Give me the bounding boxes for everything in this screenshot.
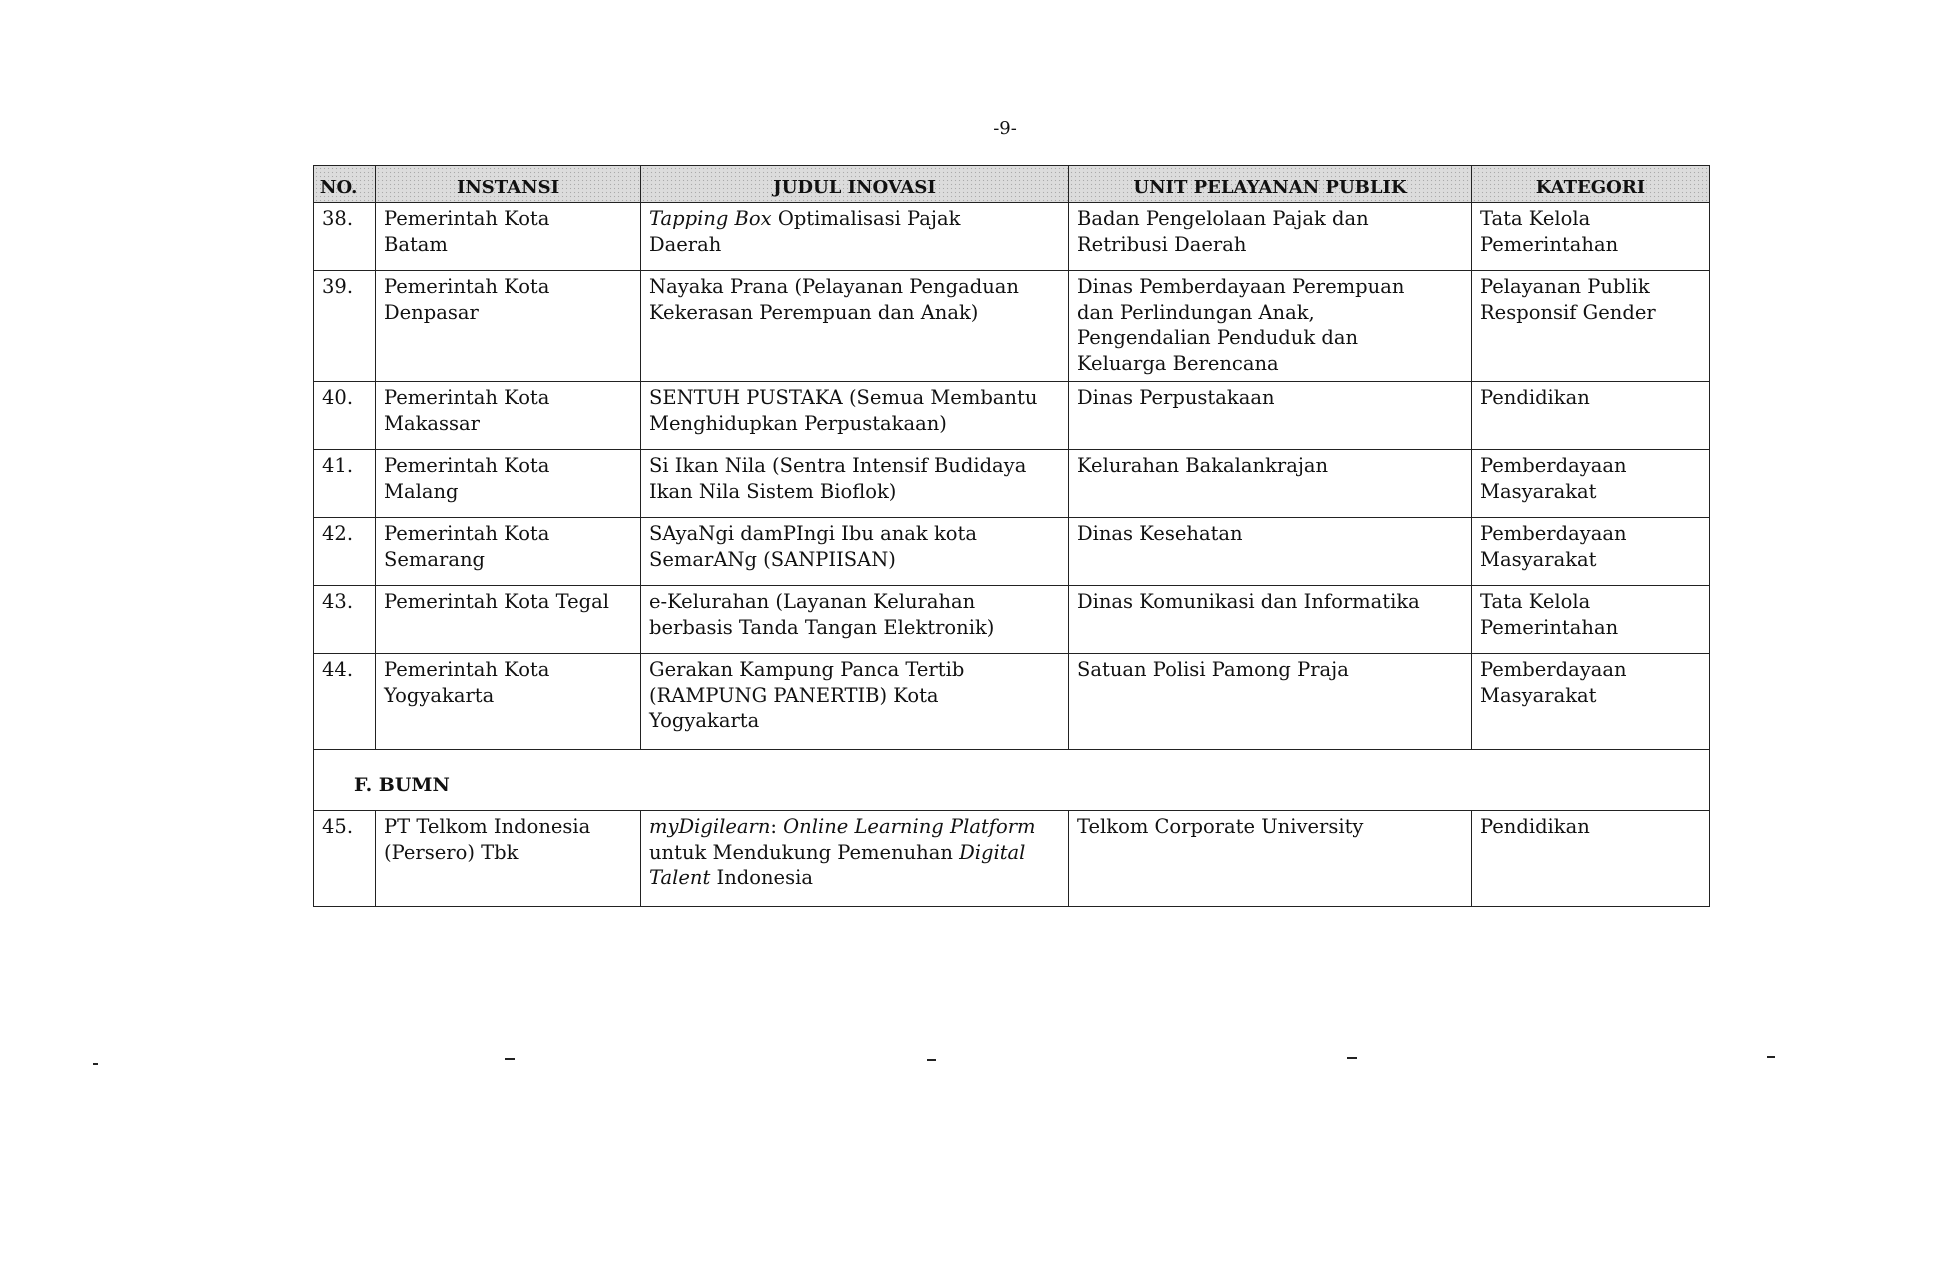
judul-text: SemarANg (SANPIISAN) bbox=[649, 547, 896, 571]
judul-line bbox=[649, 615, 1060, 641]
instansi-cell bbox=[376, 203, 641, 271]
scan-speck bbox=[1767, 1056, 1775, 1058]
kategori-line: Responsif Gender bbox=[1480, 300, 1656, 324]
kategori-cell bbox=[1472, 585, 1710, 653]
instansi-line: Semarang bbox=[384, 547, 486, 571]
judul-inovasi-cell bbox=[641, 381, 1069, 449]
table-row bbox=[314, 585, 1710, 653]
table-body-section-f bbox=[314, 810, 1710, 906]
judul-inovasi-cell bbox=[641, 517, 1069, 585]
kategori-cell bbox=[1472, 449, 1710, 517]
table-body-section-e bbox=[314, 203, 1710, 750]
instansi-cell bbox=[376, 271, 641, 382]
kategori-line: Pemerintahan bbox=[1480, 615, 1619, 639]
unit-pelayanan-cell bbox=[1069, 203, 1472, 271]
judul-inovasi-cell bbox=[641, 271, 1069, 382]
unit-pelayanan-cell bbox=[1069, 653, 1472, 749]
unit-line: Dinas Kesehatan bbox=[1077, 521, 1243, 545]
header-kategori: KATEGORI bbox=[1472, 166, 1710, 203]
table-row bbox=[314, 810, 1710, 906]
instansi-line: Malang bbox=[384, 479, 459, 503]
judul-inovasi-cell bbox=[641, 653, 1069, 749]
unit-line: dan Perlindungan Anak, bbox=[1077, 300, 1315, 324]
kategori-line: Pemerintahan bbox=[1480, 232, 1619, 256]
unit-pelayanan-cell bbox=[1069, 810, 1472, 906]
judul-text: berbasis Tanda Tangan Elektronik) bbox=[649, 615, 995, 639]
kategori-line: Pendidikan bbox=[1480, 385, 1590, 409]
judul-inovasi-cell bbox=[641, 203, 1069, 271]
kategori-cell bbox=[1472, 271, 1710, 382]
italic-term: Tapping Box bbox=[649, 207, 772, 230]
judul-text: Si Ikan Nila (Sentra Intensif Budidaya bbox=[649, 453, 1027, 477]
table-row bbox=[314, 271, 1710, 382]
unit-pelayanan-cell bbox=[1069, 271, 1472, 382]
judul-inovasi-cell bbox=[641, 449, 1069, 517]
kategori-cell bbox=[1472, 810, 1710, 906]
kategori-line: Masyarakat bbox=[1480, 683, 1597, 707]
judul-line bbox=[649, 232, 1060, 258]
innovation-table bbox=[313, 165, 1710, 907]
row-number: 43. bbox=[314, 585, 376, 653]
unit-pelayanan-cell bbox=[1069, 381, 1472, 449]
judul-text: SENTUH PUSTAKA (Semua Membantu bbox=[649, 385, 1038, 409]
scan-speck bbox=[93, 1063, 98, 1065]
table-row bbox=[314, 381, 1710, 449]
italic-term: myDigilearn bbox=[649, 814, 771, 838]
instansi-line: PT Telkom Indonesia bbox=[384, 814, 591, 838]
unit-line: Badan Pengelolaan Pajak dan bbox=[1077, 207, 1369, 230]
judul-text: (RAMPUNG PANERTIB) Kota bbox=[649, 683, 939, 707]
section-heading-bumn: F. BUMN bbox=[314, 749, 1710, 810]
row-number: 41. bbox=[314, 449, 376, 517]
unit-line: Dinas Perpustakaan bbox=[1077, 385, 1275, 409]
judul-line bbox=[649, 385, 1060, 411]
instansi-cell bbox=[376, 381, 641, 449]
section-f-body bbox=[314, 749, 1710, 810]
judul-line bbox=[649, 300, 1060, 326]
unit-pelayanan-cell bbox=[1069, 517, 1472, 585]
header-judul-inovasi: JUDUL INOVASI bbox=[641, 166, 1069, 203]
unit-line: Dinas Pemberdayaan Perempuan bbox=[1077, 275, 1405, 298]
instansi-line: Pemerintah Kota bbox=[384, 453, 550, 477]
kategori-cell bbox=[1472, 517, 1710, 585]
row-number: 44. bbox=[314, 653, 376, 749]
judul-text: untuk Mendukung Pemenuhan bbox=[649, 840, 960, 864]
judul-text: Daerah bbox=[649, 232, 722, 256]
kategori-line: Pemberdayaan bbox=[1480, 521, 1627, 545]
unit-line: Telkom Corporate University bbox=[1077, 814, 1364, 838]
page-number: -9- bbox=[993, 118, 1017, 139]
judul-line bbox=[649, 708, 1060, 734]
table-row bbox=[314, 517, 1710, 585]
judul-inovasi-cell bbox=[641, 585, 1069, 653]
instansi-line: Pemerintah Kota bbox=[384, 521, 550, 545]
instansi-cell bbox=[376, 517, 641, 585]
judul-line bbox=[649, 657, 1060, 683]
instansi-line: (Persero) Tbk bbox=[384, 840, 519, 864]
unit-line: Dinas Komunikasi dan Informatika bbox=[1077, 589, 1420, 613]
kategori-line: Masyarakat bbox=[1480, 479, 1597, 503]
row-number: 45. bbox=[314, 810, 376, 906]
judul-line bbox=[649, 521, 1060, 547]
instansi-line: Pemerintah Kota bbox=[384, 207, 550, 230]
instansi-line: Pemerintah Kota bbox=[384, 275, 550, 298]
judul-text: Yogyakarta bbox=[649, 709, 760, 733]
instansi-line: Pemerintah Kota bbox=[384, 657, 550, 681]
unit-pelayanan-cell bbox=[1069, 585, 1472, 653]
judul-line bbox=[649, 589, 1060, 615]
judul-inovasi-cell bbox=[641, 810, 1069, 906]
judul-line bbox=[649, 865, 1060, 891]
instansi-line: Yogyakarta bbox=[384, 683, 495, 707]
row-number: 39. bbox=[314, 271, 376, 382]
instansi-cell bbox=[376, 653, 641, 749]
italic-term: Talent bbox=[649, 866, 711, 890]
unit-line: Kelurahan Bakalankrajan bbox=[1077, 453, 1329, 477]
judul-line bbox=[649, 840, 1060, 866]
instansi-line: Pemerintah Kota bbox=[384, 385, 550, 409]
instansi-cell bbox=[376, 810, 641, 906]
scan-speck bbox=[1347, 1057, 1357, 1059]
kategori-cell bbox=[1472, 381, 1710, 449]
kategori-line: Masyarakat bbox=[1480, 547, 1597, 571]
row-number: 40. bbox=[314, 381, 376, 449]
judul-line bbox=[649, 411, 1060, 437]
judul-line bbox=[649, 683, 1060, 709]
table-row bbox=[314, 203, 1710, 271]
kategori-line: Pemberdayaan bbox=[1480, 453, 1627, 477]
kategori-cell bbox=[1472, 653, 1710, 749]
row-number: 38. bbox=[314, 203, 376, 271]
judul-text: e-Kelurahan (Layanan Kelurahan bbox=[649, 589, 976, 613]
unit-line: Retribusi Daerah bbox=[1077, 232, 1247, 256]
header-row bbox=[314, 166, 1710, 203]
judul-line bbox=[649, 479, 1060, 505]
kategori-line: Tata Kelola bbox=[1480, 207, 1591, 230]
kategori-line: Pemberdayaan bbox=[1480, 657, 1627, 681]
table-header bbox=[314, 166, 1710, 203]
kategori-line: Pelayanan Publik bbox=[1480, 275, 1650, 298]
scan-speck bbox=[505, 1058, 515, 1060]
judul-text: Ikan Nila Sistem Bioflok) bbox=[649, 479, 897, 503]
unit-line: Satuan Polisi Pamong Praja bbox=[1077, 657, 1349, 681]
judul-line bbox=[649, 274, 1060, 300]
table-row bbox=[314, 653, 1710, 749]
instansi-line: Denpasar bbox=[384, 300, 479, 324]
judul-line bbox=[649, 206, 1060, 232]
italic-term: Online Learning Platform bbox=[783, 814, 1036, 838]
kategori-line: Tata Kelola bbox=[1480, 589, 1591, 613]
unit-line: Keluarga Berencana bbox=[1077, 352, 1279, 376]
judul-text: : bbox=[770, 814, 784, 838]
judul-text: Gerakan Kampung Panca Tertib bbox=[649, 657, 965, 681]
judul-text: Nayaka Prana (Pelayanan Pengaduan bbox=[649, 275, 1019, 298]
section-row bbox=[314, 749, 1710, 810]
table-row bbox=[314, 449, 1710, 517]
instansi-line: Batam bbox=[384, 232, 448, 256]
row-number: 42. bbox=[314, 517, 376, 585]
instansi-line: Pemerintah Kota Tegal bbox=[384, 589, 609, 613]
judul-line bbox=[649, 453, 1060, 479]
header-no: NO. bbox=[314, 166, 376, 203]
unit-pelayanan-cell bbox=[1069, 449, 1472, 517]
instansi-cell bbox=[376, 585, 641, 653]
judul-line bbox=[649, 547, 1060, 573]
instansi-line: Makassar bbox=[384, 411, 480, 435]
kategori-cell bbox=[1472, 203, 1710, 271]
judul-text: Indonesia bbox=[710, 866, 813, 890]
judul-text: Kekerasan Perempuan dan Anak) bbox=[649, 300, 979, 324]
judul-text: Optimalisasi Pajak bbox=[771, 207, 961, 230]
unit-line: Pengendalian Penduduk dan bbox=[1077, 326, 1358, 350]
kategori-line: Pendidikan bbox=[1480, 814, 1590, 838]
header-unit-pelayanan-publik: UNIT PELAYANAN PUBLIK bbox=[1069, 166, 1472, 203]
scan-speck bbox=[927, 1059, 936, 1061]
judul-line bbox=[649, 814, 1060, 840]
judul-text: Menghidupkan Perpustakaan) bbox=[649, 411, 947, 435]
header-instansi: INSTANSI bbox=[376, 166, 641, 203]
instansi-cell bbox=[376, 449, 641, 517]
judul-text: SAyaNgi damPIngi Ibu anak kota bbox=[649, 521, 977, 545]
italic-term: Digital bbox=[959, 840, 1026, 864]
